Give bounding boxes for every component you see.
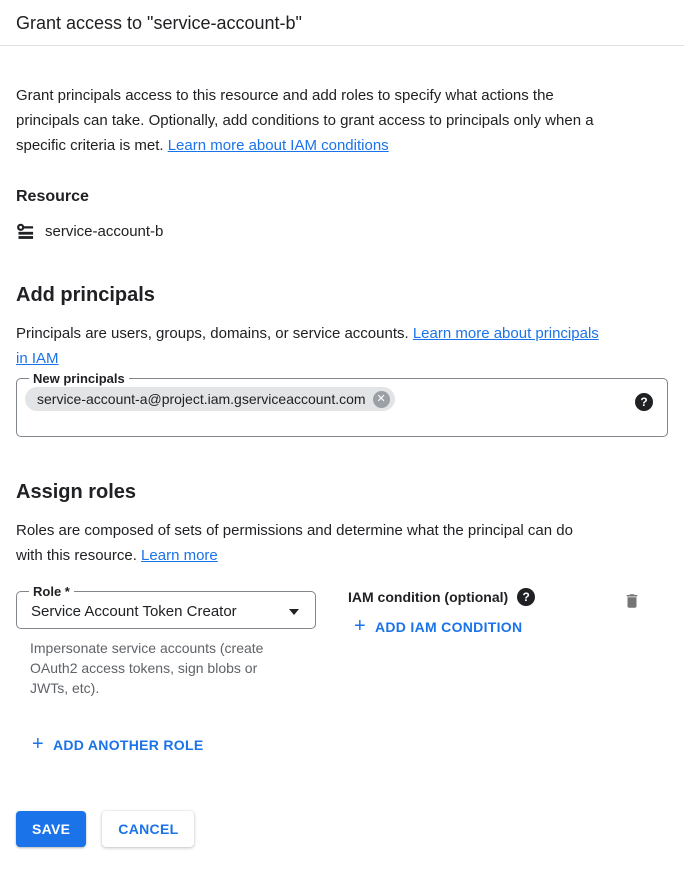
dialog-actions xyxy=(0,811,684,847)
role-selected-value: Service Account Token Creator xyxy=(31,603,237,620)
role-help-text: Impersonate service accounts (create OAuth2 access tokens, sign blobs or JWTs, etc). xyxy=(30,640,264,696)
principals-description-paragraph xyxy=(16,321,668,371)
role-column xyxy=(16,584,316,698)
resource-name: service-account-b xyxy=(45,223,164,240)
plus-icon: + xyxy=(32,733,44,755)
add-another-role-button[interactable] xyxy=(32,733,204,755)
add-another-role-label: ADD ANOTHER ROLE xyxy=(52,737,204,753)
intro-text: Grant principals access to this resource and add roles to specify what actions the principals can take. Optionally, add conditions to grant access to principals only when a specific criteria is met. xyxy=(16,87,594,154)
new-principals-field[interactable] xyxy=(16,371,668,437)
service-account-icon xyxy=(16,222,36,242)
plus-icon: + xyxy=(354,615,366,637)
roles-learn-more-link[interactable]: Learn more xyxy=(141,547,218,564)
iam-conditions-link[interactable]: Learn more about IAM conditions xyxy=(167,137,389,154)
dialog-header xyxy=(0,0,684,46)
chip-remove-button[interactable] xyxy=(373,391,390,408)
role-row xyxy=(16,584,668,698)
dropdown-arrow-icon xyxy=(289,609,299,615)
add-iam-condition-label: ADD IAM CONDITION xyxy=(374,619,523,635)
new-principals-label: New principals xyxy=(33,371,125,386)
role-label: Role * xyxy=(33,584,70,599)
intro-paragraph xyxy=(16,83,668,158)
assign-roles-heading: Assign roles xyxy=(16,481,137,503)
save-button[interactable]: SAVE xyxy=(16,811,86,847)
close-icon: ✕ xyxy=(376,392,386,405)
roles-description: Roles are composed of sets of permissions and determine what the principal can do with this resource. xyxy=(16,522,573,564)
roles-description-paragraph xyxy=(16,518,668,568)
iam-condition-column xyxy=(348,584,535,637)
role-select[interactable] xyxy=(16,584,316,629)
condition-help-icon[interactable]: ? xyxy=(517,588,535,606)
trash-icon xyxy=(623,591,641,611)
resource-heading: Resource xyxy=(16,188,89,205)
cancel-button[interactable]: CANCEL xyxy=(102,811,194,847)
principal-chip xyxy=(25,387,395,411)
resource-row xyxy=(16,222,668,242)
dialog-title: Grant access to "service-account-b" xyxy=(16,13,302,33)
principals-learn-more-link[interactable]: Learn more about principals in IAM xyxy=(16,325,599,367)
add-iam-condition-button[interactable] xyxy=(354,615,523,637)
principals-help-icon[interactable]: ? xyxy=(635,393,653,411)
dialog-body xyxy=(0,83,684,755)
add-principals-heading: Add principals xyxy=(16,284,155,306)
principal-chip-text: service-account-a@project.iam.gserviceaccount.com xyxy=(37,391,366,407)
iam-condition-label: IAM condition (optional) xyxy=(348,589,509,605)
principals-description: Principals are users, groups, domains, or service accounts. xyxy=(16,325,413,342)
delete-role-button[interactable] xyxy=(623,591,641,614)
